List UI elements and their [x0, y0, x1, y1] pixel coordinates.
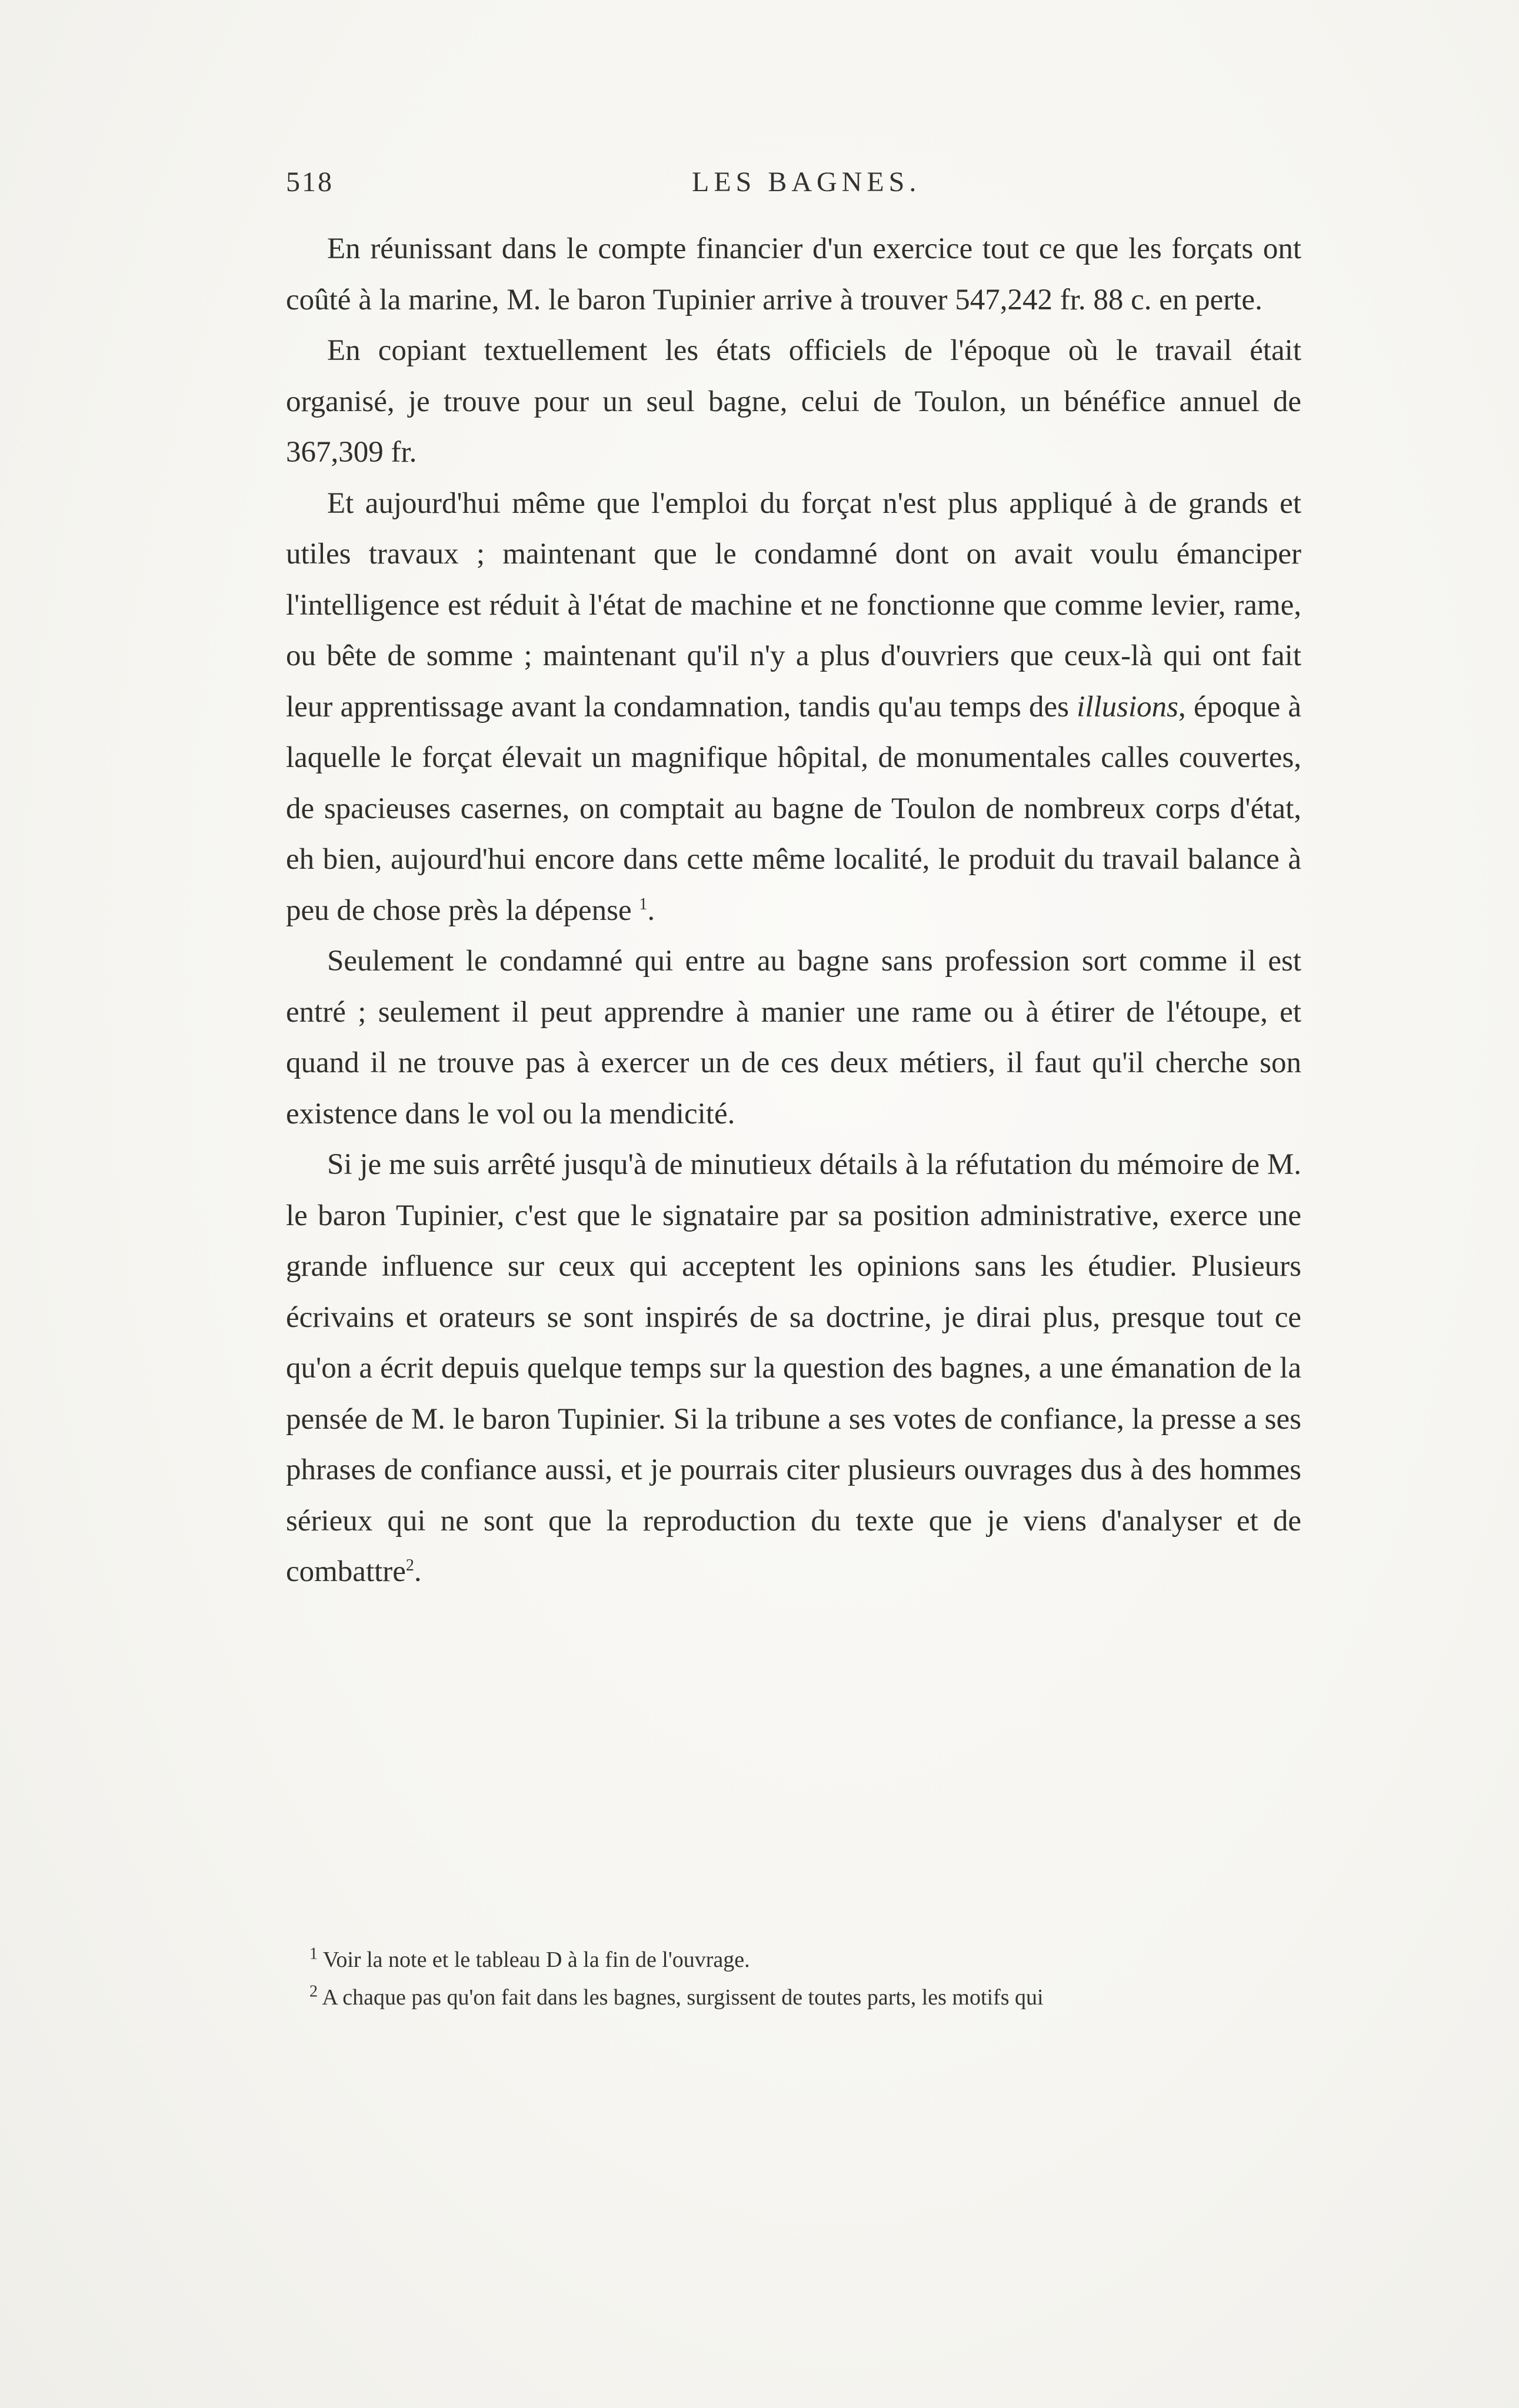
paragraph-4: Seulement le condamné qui entre au bagne sans profession sort comme il est entré ; seulement il peut apprendre à manier une rame ou à étirer de l'étoupe, et quand il ne trouve pas à exercer un de ces deux métiers, il faut qu'il cherche son existence dans le vol ou la mendicité.: [286, 945, 1301, 1130]
running-title: LES BAGNES.: [692, 166, 921, 198]
paragraph-3-start: Et aujourd'hui même que l'emploi du forçat n'est plus appliqué à de grands et utiles travaux ; maintenant que le condamné dont on avait voulu émanciper l'intelligence est réduit à l'état de machine et ne fonctionne que comme levier, rame, ou bête de somme ; maintenant qu'il n'y a plus d'ouvriers que ceux-là qui ont fait leur apprentissage avant la condamnation, tandis qu'au temps des: [286, 486, 1301, 723]
footnote-2: [286, 1979, 1301, 2016]
footnote-mark-1: 1: [639, 895, 648, 913]
paragraph-3-end: , époque à laquelle le forçat élevait un magnifique hôpital, de monumentales calles couvertes, de spacieuses casernes, on comptait au bagne de Toulon de nombreux corps d'état, eh bien, aujourd'hui encore dans cette même localité, le produit du travail balance à peu de chose près la dépense: [286, 690, 1302, 927]
paragraph-3: [286, 478, 1301, 936]
main-text: [286, 224, 1301, 1597]
paragraph-2: En copiant textuellement les états officiels de l'époque où le travail était organisé, je trouve pour un seul bagne, celui de Toulon, un bénéfice annuel de 367,309 fr.: [286, 334, 1301, 469]
italic-word: illusions: [1077, 690, 1179, 723]
footnote-1: [286, 1941, 1301, 1979]
footnote-mark-2: 2: [405, 1556, 414, 1575]
footnote-2-mark: 2: [309, 1982, 318, 2001]
paragraph-5: [286, 1139, 1301, 1597]
paragraph-1: En réunissant dans le compte financier d'un exercice tout ce que les forçats ont coûté à la marine, M. le baron Tupinier arrive à trouver 547,242 fr. 88 c. en perte.: [286, 232, 1301, 316]
footnote-1-text: Voir la note et le tableau D à la fin de l'ouvrage.: [322, 1947, 750, 1972]
footnotes: [286, 1941, 1301, 2016]
page-number: 518: [286, 166, 334, 198]
paragraph-5-text: Si je me suis arrêté jusqu'à de minutieux détails à la réfutation du mémoire de M. le baron Tupinier, c'est que le signataire par sa position administrative, exerce une grande influence sur ceux qui acceptent les opinions sans les étudier. Plusieurs écrivains et orateurs se sont inspirés de sa doctrine, je dirai plus, presque tout ce qu'on a écrit depuis quelque temps sur la question des bagnes, a une émanation de la pensée de M. le baron Tupinier. Si la tribune a ses votes de confiance, la presse a ses phrases de confiance aussi, et je pourrais citer plusieurs ouvrages dus à des hommes sérieux qui ne sont que la reproduction du texte que je viens d'analyser et de combattre: [286, 1148, 1301, 1588]
period: .: [414, 1555, 422, 1588]
page-header: [286, 166, 1301, 207]
footnote-2-text: A chaque pas qu'on fait dans les bagnes, surgissent de toutes parts, les motifs qui: [322, 1985, 1044, 2010]
footnote-1-mark: 1: [309, 1945, 318, 1963]
period: .: [647, 893, 655, 927]
